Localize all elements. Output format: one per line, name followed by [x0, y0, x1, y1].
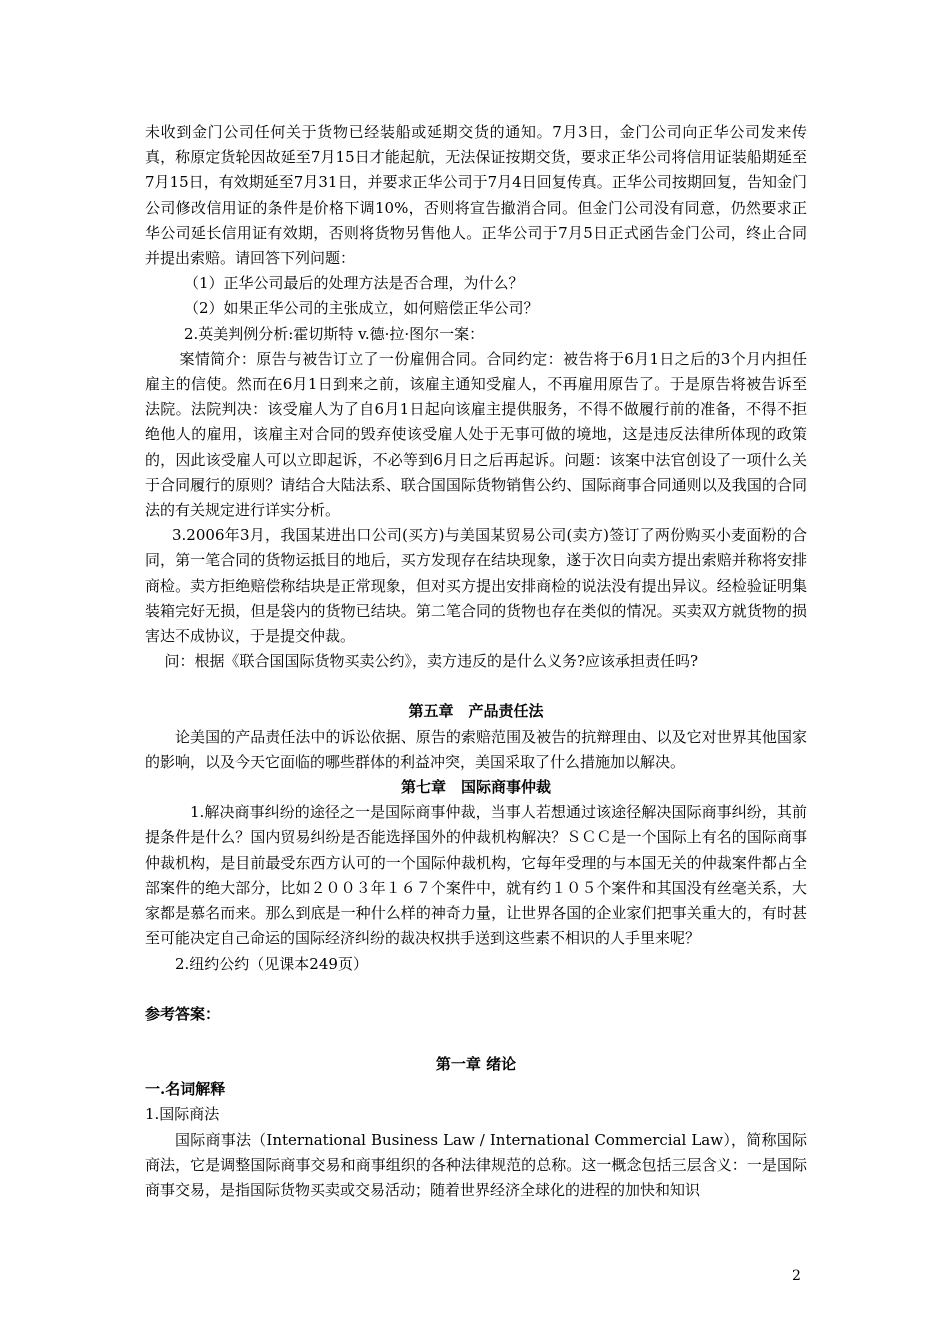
term1-title: 1.国际商法: [145, 1105, 220, 1124]
case2-title: 2.英美判例分析:霍切斯特 v.德·拉·图尔一案：: [184, 324, 485, 343]
answers-heading: 参考答案：: [145, 1004, 221, 1023]
case1-paragraph: 未收到金门公司任何关于货物已经装船或延期交货的通知。7月3日，金门公司向正华公司发来传真，称原定货轮因故延至7月15日才能起航，无法保证按期交货，要求正华公司将信用证装船期延至7月15日，有效期延至7月31日，并要求正华公司于7月4日回复传真。正华公司按期回复，告知金门公司修改信用证的条件是价格下调10%，否则将宣告撤消合同。但金门公司没有同意，仍然要求正华公司延长信用证有效期，否则将货物另售他人。正华公司于7月5日正式函告金门公司，终止合同并提出索赔。请回答下列问题：: [145, 123, 807, 268]
chapter5-body: 论美国的产品责任法中的诉讼依据、原告的索赔范围及被告的抗辩理由、以及它对世界其他国家的影响，以及今天它面临的哪些群体的利益冲突，美国采取了什么措施加以解决。: [145, 727, 807, 771]
page-number: 2: [792, 1268, 801, 1284]
case2-body: 案情简介：原告与被告订立了一份雇佣合同。合同约定：被告将于6月1日之后的3个月内担任雇主的信使。然而在6月1日到来之前，该雇主通知受雇人，不再雇用原告了。于是原告将被告诉至法院。法院判决：该受雇人为了自6月1日起向该雇主提供服务，不得不做履行前的准备，不得不拒绝他人的雇用，该雇主对合同的毁弃使该受雇人处于无事可做的境地，这是违反法律所体现的政策的，因此该受雇人可以立即起诉，不必等到6月日之后再起诉。问题：该案中法官创设了一项什么关于合同履行的原则？请结合大陆法系、联合国国际货物销售公约、国际商事合同通则以及我国的合同法的有关规定进行详实分析。: [145, 349, 807, 520]
case3-question: 问：根据《联合国国际货物买卖公约》，卖方违反的是什么义务?应该承担责任吗?: [164, 652, 699, 671]
term1-body: 国际商事法（International Business Law / International Commercial Law），简称国际商法，它是调整国际商事交易和商事组织的各种法律规范的总称。这一概念包括三层含义：一是国际商事交易，是指国际货物买卖或交易活动；随着世界经济全球化的进程的加快和知识: [145, 1130, 807, 1199]
question-2: （2）如果正华公司的主张成立，如何赔偿正华公司？: [184, 299, 539, 318]
section1-heading: 一.名词解释: [145, 1080, 226, 1099]
chapter5-heading: 第五章 产品责任法: [408, 702, 544, 721]
chapter7-heading: 第七章 国际商事仲裁: [400, 778, 551, 797]
chapter1-heading: 第一章 绪论: [435, 1054, 517, 1073]
case3-body: 3.2006年3月，我国某进出口公司(买方)与美国某贸易公司(卖方)签订了两份购买小麦面粉的合同，第一笔合同的货物运抵目的地后，买方发现存在结块现象，遂于次日向卖方提出索赔并称将安排商检。卖方拒绝赔偿称结块是正常现象，但对买方提出安排商检的说法没有提出异议。经检验证明集装箱完好无损，但是袋内的货物已结块。第二笔合同的货物也存在类似的情况。买卖双方就货物的损害达不成协议，于是提交仲裁。: [145, 526, 807, 646]
chapter7-body: 1.解决商事纠纷的途径之一是国际商事仲裁，当事人若想通过该途径解决国际商事纠纷，其前提条件是什么？国内贸易纠纷是否能选择国外的仲裁机构解决？ＳＣＣ是一个国际上有名的国际商事仲裁机构，是目前最受东西方认可的一个国际仲裁机构，它每年受理的与本国无关的仲裁案件都占全部案件的绝大部分，比如２００３年１６７个案件中，就有约１０５个案件和其国没有丝毫关系，大家都是慕名而来。那么到底是一种什么样的神奇力量，让世界各国的企业家们把事关重大的，有时甚至可能决定自己命运的国际经济纠纷的裁决权拱手送到这些素不相识的人手里来呢？: [145, 803, 807, 948]
question-1: （1）正华公司最后的处理方法是否合理，为什么？: [184, 274, 524, 293]
chapter7-item2: 2.纽约公约（见课本249页）: [175, 954, 368, 973]
document-body: [145, 120, 807, 1203]
